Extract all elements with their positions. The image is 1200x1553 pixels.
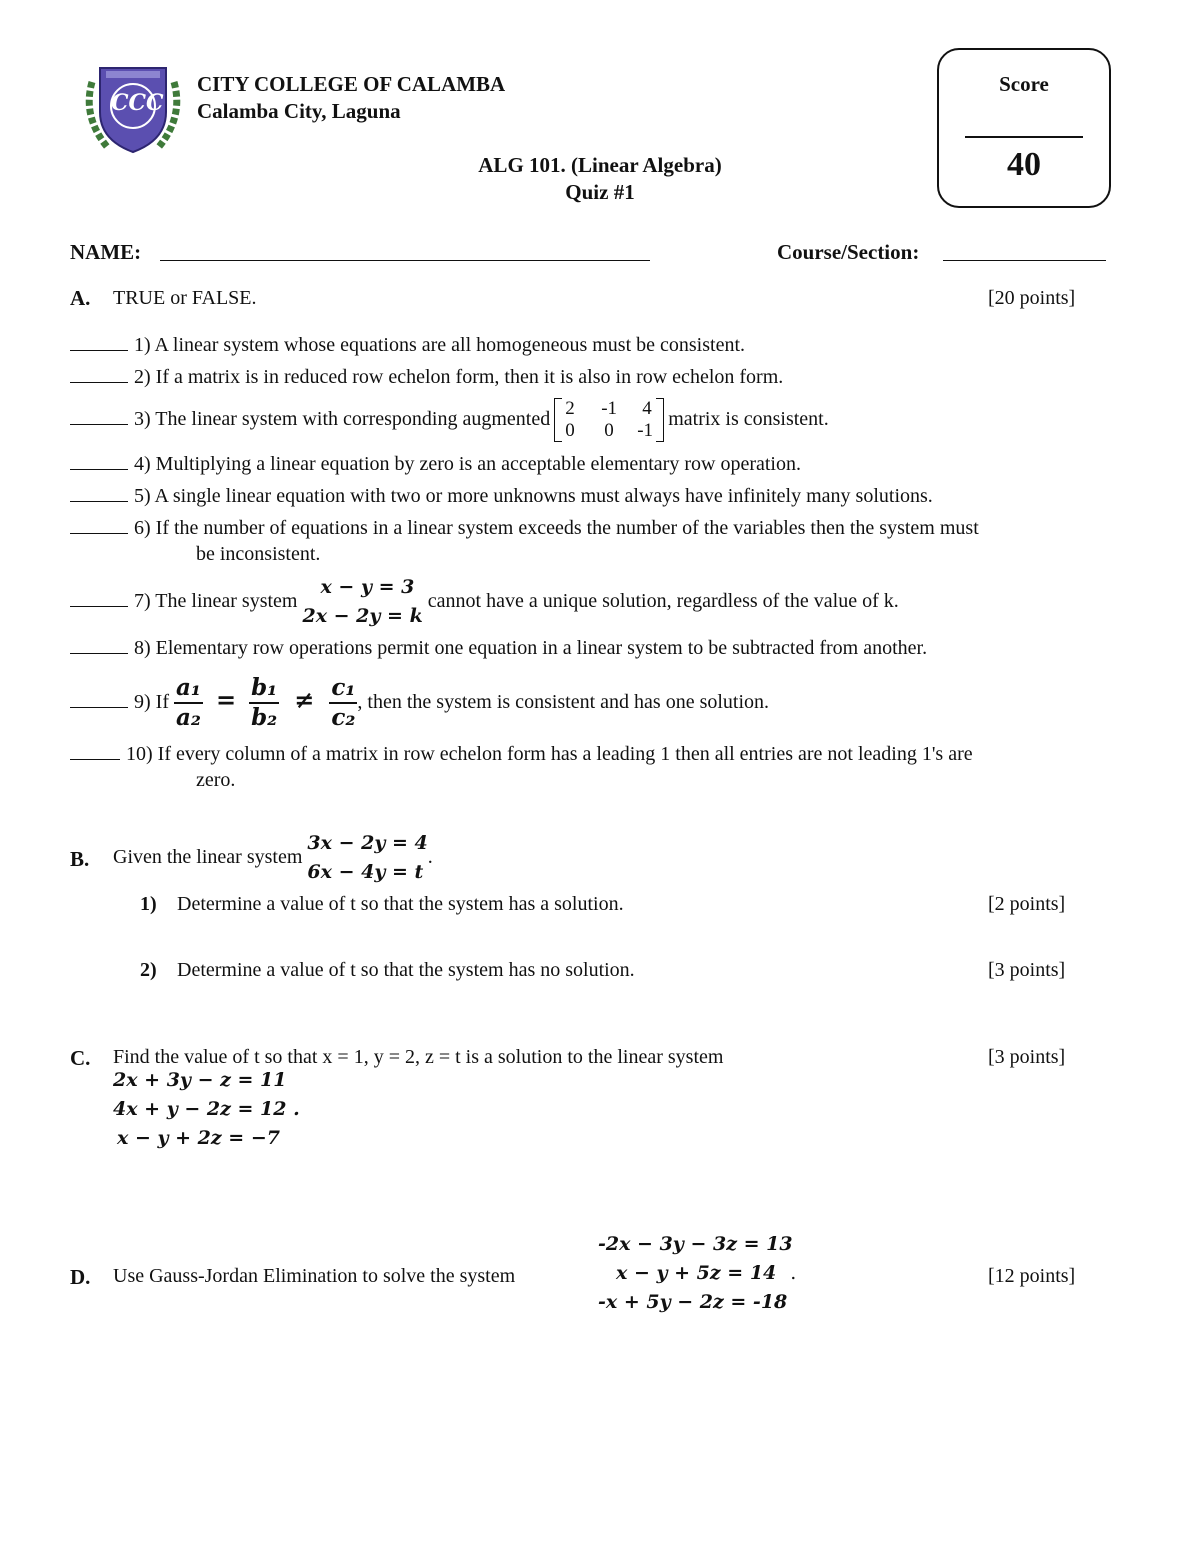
answer-blank[interactable]: [70, 406, 128, 425]
part-c-eq3: x − y + 2z = −7: [117, 1127, 280, 1149]
part-d-eq3: -x + 5y − 2z = -18: [598, 1291, 788, 1313]
answer-blank[interactable]: [70, 451, 128, 470]
part-b-q2-points: [3 points]: [988, 959, 1066, 981]
part-d-letter: D.: [70, 1265, 91, 1289]
answer-blank[interactable]: [70, 483, 128, 502]
question-a3: 3) The linear system with corresponding augmented 2 -1 4 0 0 -1 matrix is consistent.: [70, 396, 829, 442]
augmented-matrix: 2 -1 4 0 0 -1: [554, 398, 664, 442]
score-label: Score: [999, 72, 1049, 96]
answer-blank[interactable]: [70, 332, 128, 351]
answer-blank[interactable]: [70, 635, 128, 654]
part-c-text: Find the value of t so that x = 1, y = 2, z = t is a solution to the linear system: [113, 1046, 724, 1068]
part-b-q1-number: 1): [140, 893, 157, 915]
answer-blank[interactable]: [70, 364, 128, 383]
part-c-eq2: 4x + y − 2z = 12 .: [113, 1098, 300, 1120]
quiz-title: Quiz #1: [565, 180, 635, 204]
fraction-b: $\frac{\text{b₁}}{\text{b₂}}$: [251, 674, 278, 732]
fraction-a: $\frac{\text{a₁}}{\text{a₂}}$: [175, 674, 201, 732]
name-field[interactable]: [160, 260, 650, 261]
part-b-q1-points: [2 points]: [988, 893, 1066, 915]
part-c-points: [3 points]: [988, 1046, 1066, 1068]
part-b-intro: Given the linear system 3x − 2y = 4 6x − 4y = t .: [113, 828, 433, 886]
answer-blank[interactable]: [70, 515, 128, 534]
answer-blank[interactable]: [70, 689, 128, 708]
question-a9: 9) If $\frac{\text{a₁}}{\text{a₂}}$ = $\frac{\text{b₁}}{\text{b₂}}$ ≠ $\frac{\text{c₁}}{\text{c₂}}$ , then the system is consistent and has one solution.: [70, 668, 769, 732]
part-d-eq1: -2x − 3y − 3z = 13: [598, 1233, 793, 1255]
part-a-points: [20 points]: [988, 287, 1076, 309]
score-total: 40: [1007, 146, 1041, 183]
logo-lettering: CCC: [111, 90, 164, 116]
part-d-text: Use Gauss-Jordan Elimination to solve the system: [113, 1265, 516, 1287]
not-equal-sign: ≠: [294, 685, 315, 714]
question-a2: 2) If a matrix is in reduced row echelon form, then it is also in row echelon form.: [70, 364, 783, 389]
part-a-letter: A.: [70, 286, 91, 310]
part-c-letter: C.: [70, 1046, 91, 1070]
question-a10-continued: zero.: [196, 769, 236, 791]
part-b-q1: Determine a value of t so that the system has a solution.: [177, 893, 624, 915]
part-a-title: TRUE or FALSE.: [113, 287, 257, 309]
question-a6: 6) If the number of equations in a linear system exceeds the number of the variables then the system must: [70, 515, 979, 540]
part-d-points: [12 points]: [988, 1265, 1076, 1287]
question-a5: 5) A single linear equation with two or more unknowns must always have infinitely many solutions.: [70, 483, 933, 508]
section-label: Course/Section:: [777, 240, 920, 264]
part-b-letter: B.: [70, 847, 90, 871]
question-a7: 7) The linear system x − y = 3 2x − 2y = k cannot have a unique solution, regardless of the value of k.: [70, 572, 899, 630]
equals-sign: =: [215, 685, 237, 714]
score-box: [937, 48, 1111, 208]
part-b-q2: Determine a value of t so that the system has no solution.: [177, 959, 635, 981]
answer-blank[interactable]: [70, 741, 120, 760]
question-a10: 10) If every column of a matrix in row echelon form has a leading 1 then all entries are not leading 1's are: [70, 741, 973, 766]
question-a8: 8) Elementary row operations permit one equation in a linear system to be subtracted from another.: [70, 635, 927, 660]
system-b: 3x − 2y = 4 6x − 4y = t: [307, 832, 428, 884]
fraction-c: $\frac{\text{c₁}}{\text{c₂}}$: [331, 674, 356, 732]
part-d-eq2: x − y + 5z = 14 .: [616, 1262, 797, 1284]
course-title: ALG 101. (Linear Algebra): [478, 153, 722, 177]
system-q7: x − y = 3 2x − 2y = k: [302, 576, 423, 628]
part-b-q2-number: 2): [140, 959, 157, 981]
college-name: CITY COLLEGE OF CALAMBA: [197, 72, 506, 96]
college-logo: [78, 62, 188, 158]
question-a4: 4) Multiplying a linear equation by zero is an acceptable elementary row operation.: [70, 451, 801, 476]
section-field[interactable]: [943, 260, 1106, 261]
name-label: NAME:: [70, 240, 142, 264]
answer-blank[interactable]: [70, 588, 128, 607]
college-location: Calamba City, Laguna: [197, 99, 401, 123]
part-c-eq1: 2x + 3y − z = 11: [113, 1069, 287, 1091]
question-a6-continued: be inconsistent.: [196, 543, 321, 565]
score-line: [965, 136, 1083, 138]
question-a1: 1) A linear system whose equations are all homogeneous must be consistent.: [70, 332, 745, 357]
